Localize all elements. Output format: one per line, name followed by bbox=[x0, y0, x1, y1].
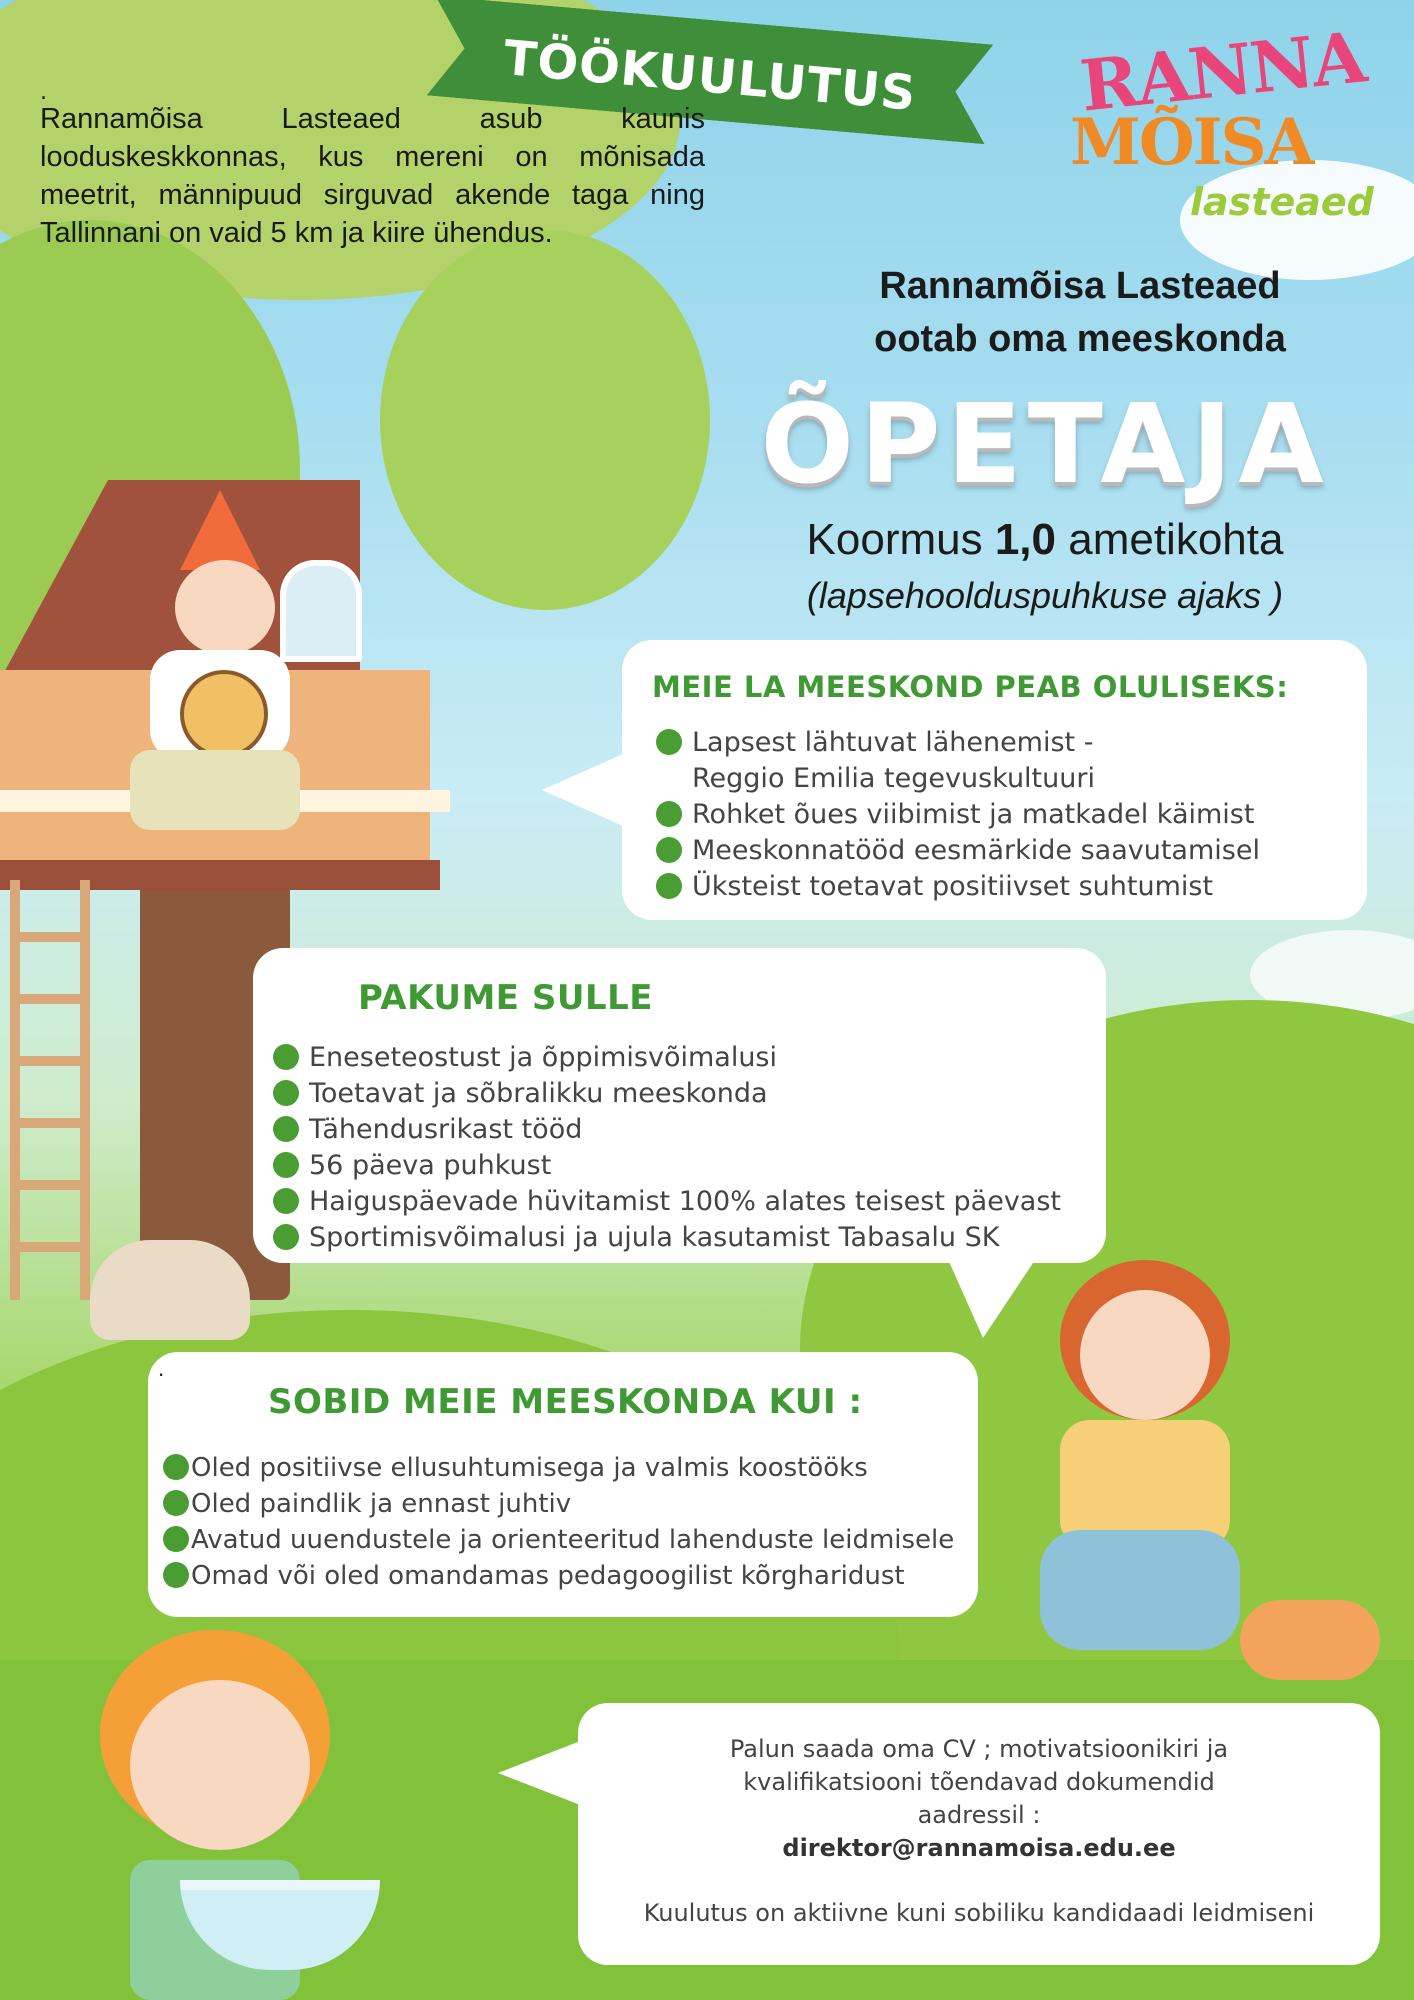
bullet-icon bbox=[163, 1562, 189, 1588]
list-item bbox=[656, 797, 1346, 833]
list-item bbox=[656, 725, 1346, 797]
bullet-icon bbox=[656, 729, 682, 755]
leave-note: (lapsehoolduspuhkuse ajaks ) bbox=[806, 575, 1284, 616]
girl2-face bbox=[130, 1680, 310, 1850]
offer-card bbox=[253, 948, 1106, 1263]
values-card-title: MEIE LA MEESKOND PEAB OLULISEKS: bbox=[652, 670, 1289, 704]
bullet-icon bbox=[656, 837, 682, 863]
guitar bbox=[180, 670, 268, 758]
headline-line1: Rannamõisa Lasteaed bbox=[879, 265, 1281, 307]
bullet-icon bbox=[656, 873, 682, 899]
boy-face bbox=[175, 560, 275, 655]
list-item bbox=[273, 1112, 1093, 1148]
offer-item-2: Toetavat ja sõbralikku meeskonda bbox=[309, 1078, 768, 1109]
speech-tail bbox=[943, 1248, 1043, 1338]
values-item-1: Lapsest lähtuvat lähenemist - Reggio Emilia tegevuskultuuri bbox=[692, 727, 1095, 794]
fit-card bbox=[148, 1352, 978, 1617]
logo-text-moisa: MÕISA bbox=[1070, 105, 1313, 180]
workload-suffix: ametikohta bbox=[1056, 515, 1284, 564]
offer-item-1: Eneseteostust ja õppimisvõimalusi bbox=[309, 1042, 778, 1073]
girl-with-bowl-illustration bbox=[60, 1630, 440, 2000]
offer-item-3: Tähendusrikast tööd bbox=[309, 1114, 583, 1145]
party-hat bbox=[180, 490, 260, 570]
bullet-icon bbox=[273, 1080, 299, 1106]
bullet-icon bbox=[163, 1454, 189, 1480]
workload-prefix: Koormus bbox=[806, 515, 995, 564]
list-item bbox=[273, 1184, 1093, 1220]
offer-item-6: Sportimisvõimalusi ja ujula kasutamist Tabasalu SK bbox=[309, 1222, 1000, 1253]
headline-line2: ootab oma meeskonda bbox=[874, 318, 1286, 360]
contact-email-link[interactable]: direktor@rannamoisa.edu.ee bbox=[782, 1834, 1176, 1862]
bullet-icon bbox=[273, 1224, 299, 1250]
offer-list bbox=[273, 1040, 1093, 1256]
banner-label: TÖÖKUULUTUS bbox=[501, 30, 919, 122]
bullet-icon bbox=[273, 1188, 299, 1214]
list-item bbox=[656, 869, 1346, 905]
list-item bbox=[656, 833, 1346, 869]
bullet-icon bbox=[163, 1490, 189, 1516]
workload-value: 1,0 bbox=[994, 515, 1056, 564]
contact-footer: Kuulutus on aktiivne kuni sobiliku kandidaadi leidmiseni bbox=[643, 1899, 1315, 1927]
contact-text bbox=[578, 1733, 1380, 1930]
bullet-icon bbox=[273, 1044, 299, 1070]
offer-card-title: PAKUME SULLE bbox=[358, 978, 654, 1018]
boy-illustration bbox=[110, 490, 330, 850]
intro-paragraph: Rannamõisa Lasteaed asub kaunis looduskeskkonnas, kus mereni on mõnisada meetrit, männipuud sirguvad akende taga ning Tallinnani on vaid 5 km ja kiire ühendus. bbox=[40, 103, 705, 249]
fit-card-dot: . bbox=[158, 1357, 165, 1381]
fit-item-2: Oled paindlik ja ennast juhtiv bbox=[191, 1489, 572, 1519]
bullet-icon bbox=[163, 1526, 189, 1552]
speech-tail bbox=[498, 1738, 588, 1808]
values-item-4: Üksteist toetavat positiivset suhtumist bbox=[692, 871, 1214, 902]
intro-dot: . bbox=[40, 80, 47, 105]
contact-line3: aadressil : bbox=[917, 1801, 1041, 1829]
logo-text-lasteaed: lasteaed bbox=[1190, 180, 1374, 224]
fit-list bbox=[163, 1450, 973, 1594]
list-item bbox=[163, 1558, 973, 1594]
fit-item-4: Omad või oled omandamas pedagoogilist kõrgharidust bbox=[191, 1561, 905, 1591]
fit-card-title: SOBID MEIE MEESKONDA KUI : bbox=[268, 1382, 863, 1422]
values-card bbox=[622, 640, 1367, 920]
bullet-icon bbox=[656, 801, 682, 827]
workload bbox=[700, 515, 1390, 565]
list-item bbox=[273, 1076, 1093, 1112]
values-list bbox=[656, 725, 1346, 905]
contact-line2: kvalifikatsiooni tõendavad dokumendid bbox=[743, 1768, 1215, 1796]
speech-tail bbox=[542, 750, 632, 830]
boy-pants bbox=[130, 750, 300, 830]
cat-illustration bbox=[1240, 1600, 1380, 1680]
contact-card bbox=[578, 1703, 1380, 1965]
list-item bbox=[273, 1040, 1093, 1076]
girl-face bbox=[1080, 1290, 1210, 1420]
ladder bbox=[10, 880, 90, 1300]
list-item bbox=[163, 1486, 973, 1522]
bullet-icon bbox=[273, 1152, 299, 1178]
list-item bbox=[273, 1220, 1093, 1256]
list-item bbox=[163, 1450, 973, 1486]
contact-line1: Palun saada oma CV ; motivatsioonikiri ja bbox=[729, 1735, 1229, 1763]
list-item bbox=[163, 1522, 973, 1558]
values-item-3: Meeskonnatööd eesmärkide saavutamisel bbox=[692, 835, 1260, 866]
fit-item-1: Oled positiivse ellusuhtumisega ja valmis koostööks bbox=[191, 1453, 868, 1483]
position-title: ÕPETAJA bbox=[760, 380, 1330, 508]
list-item bbox=[273, 1148, 1093, 1184]
dog-illustration bbox=[90, 1240, 250, 1340]
logo-text-ranna: RANNA bbox=[1076, 15, 1369, 128]
values-item-2: Rohket õues viibimist ja matkadel käimist bbox=[692, 799, 1255, 830]
offer-item-4: 56 päeva puhkust bbox=[309, 1150, 552, 1181]
offer-item-5: Haiguspäevade hüvitamist 100% alates teisest päevast bbox=[309, 1186, 1061, 1217]
fit-item-3: Avatud uuendustele ja orienteeritud lahenduste leidmisele bbox=[191, 1525, 955, 1555]
kindergarten-logo bbox=[1060, 15, 1374, 240]
girl-jeans bbox=[1040, 1530, 1240, 1650]
bullet-icon bbox=[273, 1116, 299, 1142]
